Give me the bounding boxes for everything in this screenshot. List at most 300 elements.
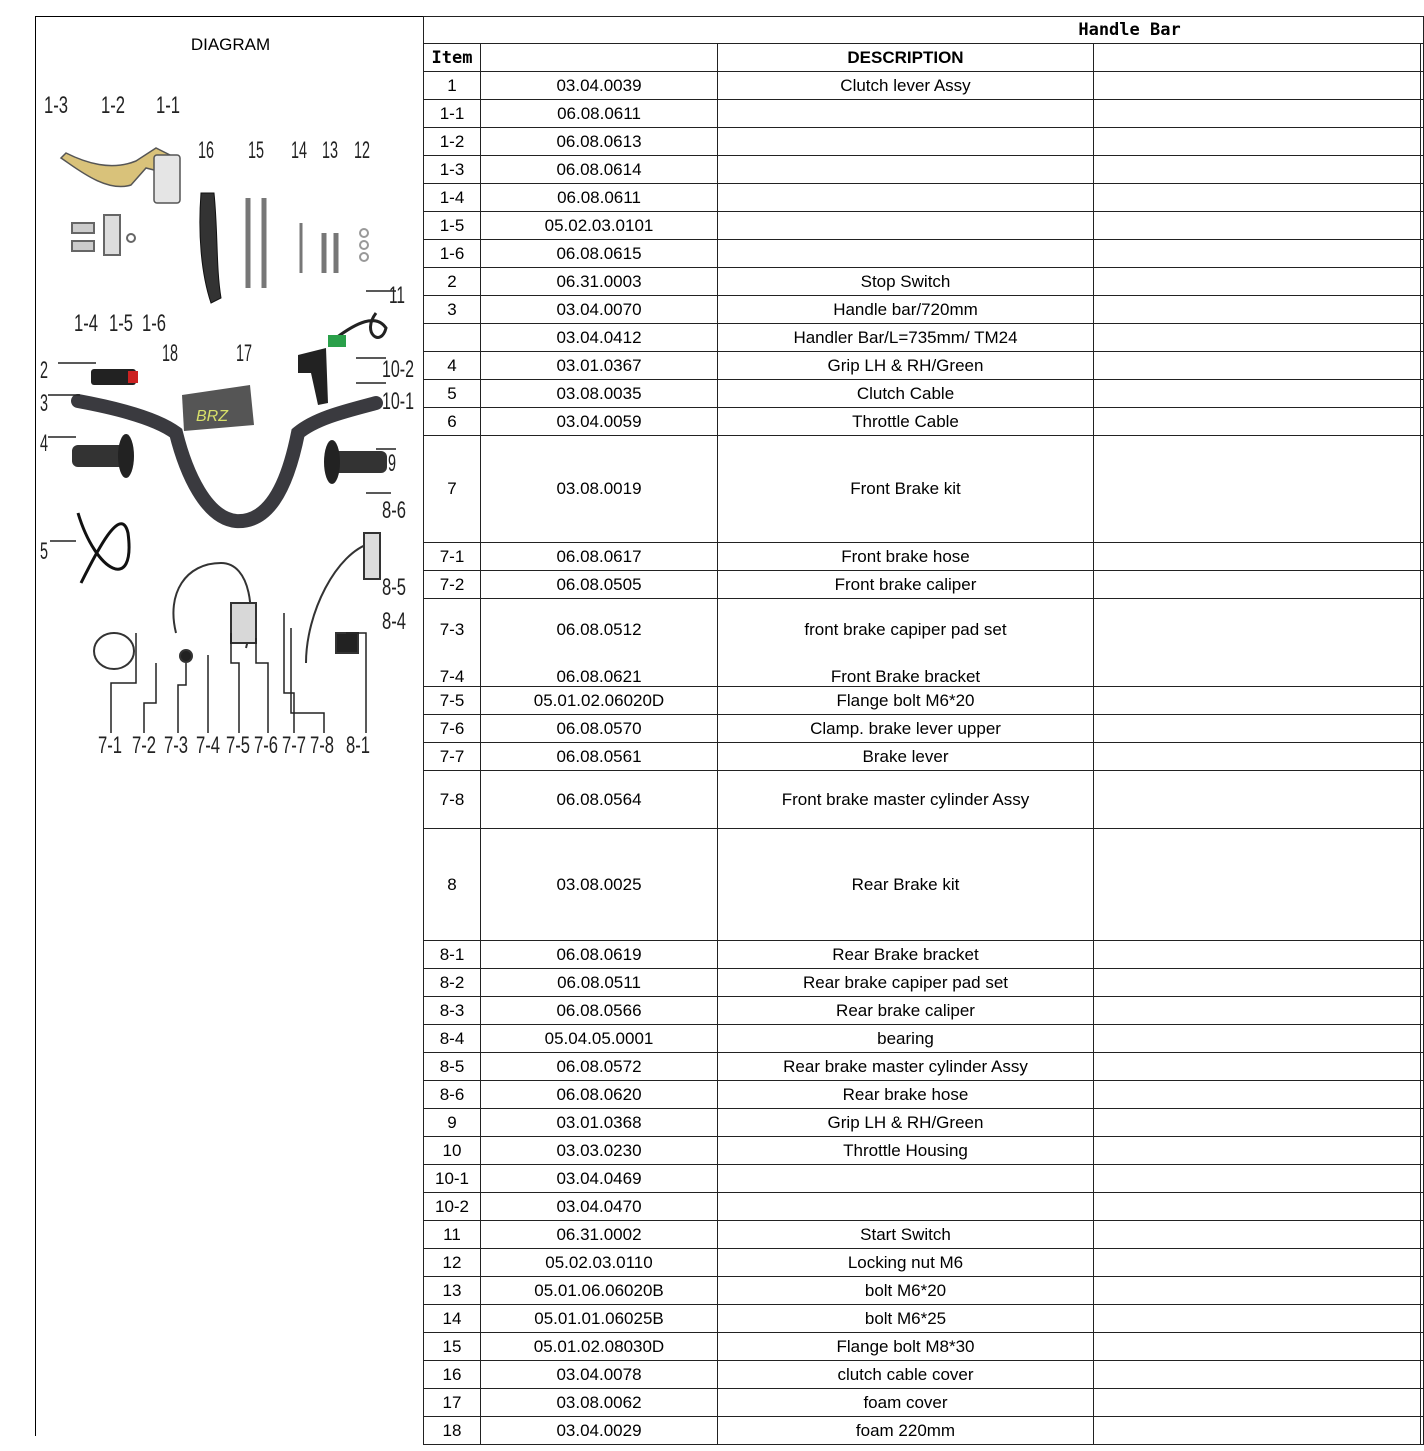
item-cell bbox=[424, 771, 481, 829]
part-number-cell bbox=[481, 380, 718, 408]
part-number-cell-text: 06.08.0505 bbox=[556, 574, 642, 594]
extra-cell bbox=[1094, 268, 1421, 296]
item-cell bbox=[424, 543, 481, 571]
part-number-cell bbox=[481, 715, 718, 743]
edge-cell bbox=[1421, 543, 1424, 571]
part-number-cell-text: 06.08.0615 bbox=[556, 243, 642, 263]
item-cell bbox=[424, 128, 481, 156]
description-cell bbox=[718, 941, 1094, 969]
callout-label: 1-4 bbox=[74, 310, 98, 337]
extra-cell bbox=[1094, 1389, 1421, 1417]
table-row bbox=[424, 1109, 1424, 1137]
description-cell bbox=[718, 1081, 1094, 1109]
part-number-cell bbox=[481, 184, 718, 212]
item-cell-text: 7-7 bbox=[439, 746, 465, 766]
clipped-item-cell-text: 7-4 bbox=[439, 667, 465, 686]
callout-label: 8-4 bbox=[382, 608, 406, 635]
extra-cell bbox=[1094, 184, 1421, 212]
throttle-housing-icon bbox=[298, 348, 328, 405]
extra-cell bbox=[1094, 941, 1421, 969]
description-cell bbox=[718, 324, 1094, 352]
extra-cell bbox=[1094, 771, 1421, 829]
description-cell bbox=[718, 436, 1094, 543]
description-cell-text: Grip LH & RH/Green bbox=[827, 1112, 984, 1132]
table-row bbox=[424, 543, 1424, 571]
description-cell bbox=[718, 184, 1094, 212]
stop-switch-icon bbox=[91, 369, 138, 385]
part-number-cell bbox=[481, 1109, 718, 1137]
part-number-cell-text: 06.08.0611 bbox=[557, 103, 641, 123]
description-cell-text: clutch cable cover bbox=[837, 1364, 974, 1384]
description-cell-text: Brake lever bbox=[862, 746, 949, 766]
part-number-cell-text: 06.08.0572 bbox=[556, 1056, 642, 1076]
edge-cell bbox=[1421, 941, 1424, 969]
parts-table-body bbox=[424, 72, 1424, 1445]
item-cell-text: 1-1 bbox=[439, 103, 465, 123]
part-number-cell bbox=[481, 156, 718, 184]
description-cell-text: Clutch lever Assy bbox=[840, 75, 971, 95]
edge-cell bbox=[1421, 1165, 1424, 1193]
table-row bbox=[424, 1081, 1424, 1109]
part-number-cell bbox=[481, 240, 718, 268]
long-bolts-icon bbox=[248, 198, 336, 288]
edge-cell bbox=[1421, 100, 1424, 128]
description-cell-text: Rear brake hose bbox=[842, 1084, 969, 1104]
description-cell-text: Locking nut M6 bbox=[847, 1252, 964, 1272]
edge-cell bbox=[1421, 1081, 1424, 1109]
item-column-header: Item bbox=[424, 44, 481, 72]
edge-cell bbox=[1421, 1137, 1424, 1165]
part-number-cell-text: 03.08.0025 bbox=[556, 874, 642, 894]
item-cell-text: 2 bbox=[447, 271, 457, 291]
part-number-cell bbox=[481, 212, 718, 240]
description-cell-text: Handle bar/720mm bbox=[833, 299, 978, 319]
description-cell bbox=[718, 1249, 1094, 1277]
item-cell bbox=[424, 1221, 481, 1249]
table-row bbox=[424, 1417, 1424, 1445]
description-cell bbox=[718, 1389, 1094, 1417]
table-row bbox=[424, 100, 1424, 128]
description-column-header: DESCRIPTION bbox=[718, 44, 1094, 72]
item-cell-text: 8 bbox=[447, 874, 457, 894]
description-cell bbox=[718, 240, 1094, 268]
table-row bbox=[424, 829, 1424, 941]
item-cell-text: 8-4 bbox=[439, 1028, 465, 1048]
item-cell-text: 16 bbox=[442, 1364, 462, 1384]
description-cell-text: Flange bolt M6*20 bbox=[836, 690, 975, 710]
description-cell bbox=[718, 1221, 1094, 1249]
callout-label: 2 bbox=[40, 357, 48, 384]
table-row bbox=[424, 1249, 1424, 1277]
extra-cell bbox=[1094, 1137, 1421, 1165]
part-number-cell bbox=[481, 743, 718, 771]
column-header-row bbox=[424, 44, 1424, 72]
description-cell bbox=[718, 380, 1094, 408]
callout-label: 1-1 bbox=[156, 92, 180, 119]
part-number-cell-text: 05.01.02.08030D bbox=[533, 1336, 665, 1356]
callout-label: 7-2 bbox=[132, 732, 156, 759]
item-cell bbox=[424, 687, 481, 715]
part-number-cell bbox=[481, 1081, 718, 1109]
description-cell bbox=[718, 296, 1094, 324]
item-cell bbox=[424, 1417, 481, 1445]
item-cell-text: 1-2 bbox=[439, 131, 465, 151]
table-row bbox=[424, 436, 1424, 543]
table-row bbox=[424, 72, 1424, 100]
callout-label: 7-1 bbox=[98, 732, 122, 759]
part-number-cell-text: 03.03.0230 bbox=[556, 1140, 642, 1160]
table-row bbox=[424, 1137, 1424, 1165]
extra-cell bbox=[1094, 1025, 1421, 1053]
description-cell-text: Flange bolt M8*30 bbox=[836, 1336, 975, 1356]
table-row bbox=[424, 1305, 1424, 1333]
edge-cell bbox=[1421, 743, 1424, 771]
callout-label: 8-6 bbox=[382, 497, 406, 524]
item-cell bbox=[424, 408, 481, 436]
item-cell-text: 9 bbox=[447, 1112, 457, 1132]
edge-cell bbox=[1421, 436, 1424, 543]
extra-cell bbox=[1094, 1221, 1421, 1249]
description-cell-text: Rear brake capiper pad set bbox=[802, 972, 1009, 992]
foam-cover-icon bbox=[182, 385, 254, 431]
part-number-cell-text: 06.08.0561 bbox=[556, 746, 642, 766]
extra-cell bbox=[1094, 212, 1421, 240]
part-number-cell-text: 05.02.03.0110 bbox=[545, 1252, 653, 1272]
item-cell bbox=[424, 829, 481, 941]
description-cell-text: Front brake master cylinder Assy bbox=[781, 789, 1030, 809]
edge-cell bbox=[1421, 1333, 1424, 1361]
table-row bbox=[424, 687, 1424, 715]
part-number-cell bbox=[481, 543, 718, 571]
table-row bbox=[424, 743, 1424, 771]
item-cell bbox=[424, 1137, 481, 1165]
left-grip-icon bbox=[72, 434, 134, 478]
item-cell-text: 14 bbox=[442, 1308, 462, 1328]
table-row bbox=[424, 599, 1424, 687]
item-cell-text: 8-1 bbox=[439, 944, 465, 964]
table-row bbox=[424, 1389, 1424, 1417]
item-cell bbox=[424, 1109, 481, 1137]
table-row bbox=[424, 941, 1424, 969]
edge-cell bbox=[1421, 1361, 1424, 1389]
edge-cell bbox=[1421, 599, 1424, 687]
extra-cell bbox=[1094, 571, 1421, 599]
extra-cell bbox=[1094, 408, 1421, 436]
part-number-cell bbox=[481, 941, 718, 969]
part-number-cell bbox=[481, 352, 718, 380]
item-cell-text: 7-5 bbox=[439, 690, 465, 710]
item-cell-text: 1 bbox=[447, 75, 457, 95]
item-cell bbox=[424, 997, 481, 1025]
item-cell-text: 3 bbox=[447, 299, 457, 319]
part-number-cell-text: 03.04.0412 bbox=[556, 327, 642, 347]
item-cell-text: 8-3 bbox=[439, 1000, 465, 1020]
table-row bbox=[424, 156, 1424, 184]
item-cell-text: 7-1 bbox=[439, 546, 465, 566]
part-number-cell-text: 05.01.06.06020B bbox=[534, 1280, 664, 1300]
item-cell bbox=[424, 715, 481, 743]
description-cell-text: Grip LH & RH/Green bbox=[827, 355, 984, 375]
description-cell bbox=[718, 1333, 1094, 1361]
item-cell-text: 1-3 bbox=[439, 159, 465, 179]
description-cell-text: Rear brake master cylinder Assy bbox=[783, 1056, 1028, 1076]
part-number-cell-text: 05.01.02.06020D bbox=[533, 690, 665, 710]
extra-cell bbox=[1094, 128, 1421, 156]
description-cell bbox=[718, 543, 1094, 571]
edge-cell bbox=[1421, 1221, 1424, 1249]
description-cell-text: Handler Bar/L=735mm/ TM24 bbox=[793, 327, 1018, 347]
part-number-cell-text: 03.08.0035 bbox=[556, 383, 642, 403]
diagram-panel bbox=[35, 16, 424, 1436]
part-number-cell-text: 06.08.0614 bbox=[556, 159, 642, 179]
callout-label: 10-2 bbox=[382, 356, 414, 383]
table-row bbox=[424, 268, 1424, 296]
part-number-cell-text: 06.08.0570 bbox=[556, 718, 642, 738]
extra-cell bbox=[1094, 829, 1421, 941]
item-cell bbox=[424, 969, 481, 997]
item-cell bbox=[424, 1333, 481, 1361]
item-cell-text: 10-2 bbox=[434, 1196, 470, 1216]
part-number-cell bbox=[481, 1305, 718, 1333]
edge-cell bbox=[1421, 715, 1424, 743]
part-number-cell-text: 06.08.0512 bbox=[556, 619, 642, 639]
description-cell bbox=[718, 72, 1094, 100]
item-cell bbox=[424, 941, 481, 969]
item-cell bbox=[424, 1081, 481, 1109]
extra-cell bbox=[1094, 1109, 1421, 1137]
description-cell bbox=[718, 687, 1094, 715]
description-cell bbox=[718, 1305, 1094, 1333]
item-cell-text: 4 bbox=[447, 355, 457, 375]
table-row bbox=[424, 184, 1424, 212]
part-number-cell bbox=[481, 408, 718, 436]
item-cell bbox=[424, 1025, 481, 1053]
description-cell bbox=[718, 599, 1094, 687]
callout-label: 11 bbox=[389, 282, 405, 309]
description-cell bbox=[718, 571, 1094, 599]
extra-cell bbox=[1094, 599, 1421, 687]
part-number-cell-text: 03.08.0062 bbox=[556, 1392, 642, 1412]
item-cell bbox=[424, 324, 481, 352]
description-cell bbox=[718, 1165, 1094, 1193]
item-cell-text: 17 bbox=[442, 1392, 462, 1412]
item-cell-text: 1-5 bbox=[439, 215, 465, 235]
part-number-cell bbox=[481, 268, 718, 296]
part-number-cell bbox=[481, 1193, 718, 1221]
callout-label: 15 bbox=[248, 137, 264, 164]
item-cell bbox=[424, 1193, 481, 1221]
callout-label: 3 bbox=[40, 390, 48, 417]
table-row bbox=[424, 408, 1424, 436]
part-number-cell-text: 06.08.0611 bbox=[557, 187, 641, 207]
callout-label: 7-7 bbox=[282, 732, 306, 759]
part-number-cell bbox=[481, 1333, 718, 1361]
item-cell bbox=[424, 184, 481, 212]
description-cell bbox=[718, 128, 1094, 156]
part-number-cell bbox=[481, 436, 718, 543]
table-row bbox=[424, 240, 1424, 268]
description-cell bbox=[718, 1053, 1094, 1081]
clipped-description-cell-text: Front Brake bracket bbox=[830, 667, 981, 686]
extra-cell bbox=[1094, 969, 1421, 997]
item-cell-text: 8-5 bbox=[439, 1056, 465, 1076]
item-cell-text: 7-6 bbox=[439, 718, 465, 738]
item-cell bbox=[424, 1389, 481, 1417]
item-cell bbox=[424, 156, 481, 184]
table-row bbox=[424, 571, 1424, 599]
part-number-cell-text: 05.02.03.0101 bbox=[544, 215, 654, 235]
item-cell bbox=[424, 1249, 481, 1277]
part-number-cell bbox=[481, 599, 718, 687]
description-cell-text: Front brake caliper bbox=[834, 574, 977, 594]
part-number-cell bbox=[481, 997, 718, 1025]
extra-cell bbox=[1094, 324, 1421, 352]
part-number-cell-text: 03.08.0019 bbox=[556, 479, 642, 498]
item-cell-text: 10-1 bbox=[434, 1168, 470, 1188]
part-number-cell-text: 03.04.0469 bbox=[556, 1168, 642, 1188]
edge-cell bbox=[1421, 687, 1424, 715]
part-number-cell bbox=[481, 1053, 718, 1081]
item-cell-text: 13 bbox=[442, 1280, 462, 1300]
callout-label: 18 bbox=[162, 340, 178, 367]
part-number-cell-text: 05.04.05.0001 bbox=[544, 1028, 654, 1048]
item-cell bbox=[424, 599, 481, 687]
item-cell-text: 7-8 bbox=[439, 789, 465, 809]
table-row bbox=[424, 1361, 1424, 1389]
callout-label: 16 bbox=[198, 137, 214, 164]
item-cell-text: 1-4 bbox=[439, 187, 465, 207]
extra-cell bbox=[1094, 1305, 1421, 1333]
description-cell bbox=[718, 408, 1094, 436]
part-number-column-header bbox=[481, 44, 718, 72]
description-cell-text: Front Brake kit bbox=[850, 479, 961, 498]
edge-cell bbox=[1421, 128, 1424, 156]
extra-cell bbox=[1094, 1277, 1421, 1305]
item-cell bbox=[424, 380, 481, 408]
edge-cell bbox=[1421, 184, 1424, 212]
part-number-cell bbox=[481, 1417, 718, 1445]
item-cell bbox=[424, 240, 481, 268]
item-cell-text: 18 bbox=[442, 1420, 462, 1440]
table-row bbox=[424, 324, 1424, 352]
lever-bolts-icon bbox=[72, 215, 135, 255]
description-cell bbox=[718, 997, 1094, 1025]
item-cell bbox=[424, 571, 481, 599]
part-number-cell-text: 05.01.01.06025B bbox=[534, 1308, 664, 1328]
table-row bbox=[424, 969, 1424, 997]
edge-cell bbox=[1421, 268, 1424, 296]
callout-label: 1-3 bbox=[44, 92, 68, 119]
start-switch-wire-icon bbox=[336, 313, 386, 338]
edge-cell bbox=[1421, 240, 1424, 268]
table-row bbox=[424, 1221, 1424, 1249]
description-cell-text: Throttle Housing bbox=[843, 1140, 968, 1160]
description-cell-text: Start Switch bbox=[860, 1224, 951, 1244]
callout-label: 12 bbox=[354, 137, 370, 164]
extra-cell bbox=[1094, 380, 1421, 408]
description-cell-text: Throttle Cable bbox=[852, 411, 959, 431]
part-number-cell bbox=[481, 128, 718, 156]
item-cell bbox=[424, 352, 481, 380]
description-cell bbox=[718, 829, 1094, 941]
table-row bbox=[424, 1277, 1424, 1305]
clutch-lever-icon bbox=[61, 148, 180, 203]
callout-label: 5 bbox=[40, 538, 48, 565]
edge-cell bbox=[1421, 1249, 1424, 1277]
description-cell-text: front brake capiper pad set bbox=[804, 619, 1007, 639]
description-cell bbox=[718, 100, 1094, 128]
item-cell bbox=[424, 296, 481, 324]
callout-label: 7-8 bbox=[310, 732, 334, 759]
edge-cell bbox=[1421, 212, 1424, 240]
edge-cell bbox=[1421, 352, 1424, 380]
extra-cell bbox=[1094, 156, 1421, 184]
description-cell-text: bolt M6*25 bbox=[864, 1308, 947, 1328]
description-cell bbox=[718, 1277, 1094, 1305]
extra-cell bbox=[1094, 352, 1421, 380]
table-row bbox=[424, 212, 1424, 240]
extra-cell bbox=[1094, 543, 1421, 571]
part-number-cell-text: 06.31.0002 bbox=[556, 1224, 642, 1244]
edge-cell bbox=[1421, 1277, 1424, 1305]
description-cell bbox=[718, 715, 1094, 743]
item-cell-text: 7-2 bbox=[439, 574, 465, 594]
extra-column-header bbox=[1094, 44, 1421, 72]
callout-label: 14 bbox=[291, 137, 307, 164]
item-cell-text: 7-3 bbox=[439, 619, 465, 639]
description-cell bbox=[718, 1109, 1094, 1137]
callout-label: 7-6 bbox=[254, 732, 278, 759]
extra-cell bbox=[1094, 1165, 1421, 1193]
edge-cell bbox=[1421, 296, 1424, 324]
edge-cell bbox=[1421, 324, 1424, 352]
part-number-cell-text: 03.04.0470 bbox=[556, 1196, 642, 1216]
item-cell bbox=[424, 1165, 481, 1193]
cable-cover-icon bbox=[200, 193, 221, 303]
part-number-cell-text: 03.01.0368 bbox=[556, 1112, 642, 1132]
item-cell-text: 6 bbox=[447, 411, 457, 431]
table-row bbox=[424, 352, 1424, 380]
table-row bbox=[424, 1165, 1424, 1193]
table-row bbox=[424, 380, 1424, 408]
table-row bbox=[424, 997, 1424, 1025]
part-number-cell bbox=[481, 72, 718, 100]
extra-cell bbox=[1094, 296, 1421, 324]
extra-cell bbox=[1094, 715, 1421, 743]
edge-cell bbox=[1421, 771, 1424, 829]
part-number-cell bbox=[481, 296, 718, 324]
part-number-cell bbox=[481, 1389, 718, 1417]
item-cell-text: 1-6 bbox=[439, 243, 465, 263]
edge-cell bbox=[1421, 72, 1424, 100]
description-cell-text: Clamp. brake lever upper bbox=[810, 718, 1001, 738]
description-cell bbox=[718, 1417, 1094, 1445]
extra-cell bbox=[1094, 1361, 1421, 1389]
description-cell bbox=[718, 743, 1094, 771]
item-cell bbox=[424, 1053, 481, 1081]
part-number-cell bbox=[481, 829, 718, 941]
callout-label: 1-5 bbox=[109, 310, 133, 337]
extra-cell bbox=[1094, 436, 1421, 543]
item-cell bbox=[424, 1277, 481, 1305]
description-cell bbox=[718, 352, 1094, 380]
section-title: Handle Bar bbox=[424, 17, 1424, 44]
edge-cell bbox=[1421, 997, 1424, 1025]
table-row bbox=[424, 296, 1424, 324]
edge-cell bbox=[1421, 1389, 1424, 1417]
item-cell-text: 7 bbox=[447, 479, 457, 498]
part-number-cell-text: 06.08.0617 bbox=[556, 546, 642, 566]
